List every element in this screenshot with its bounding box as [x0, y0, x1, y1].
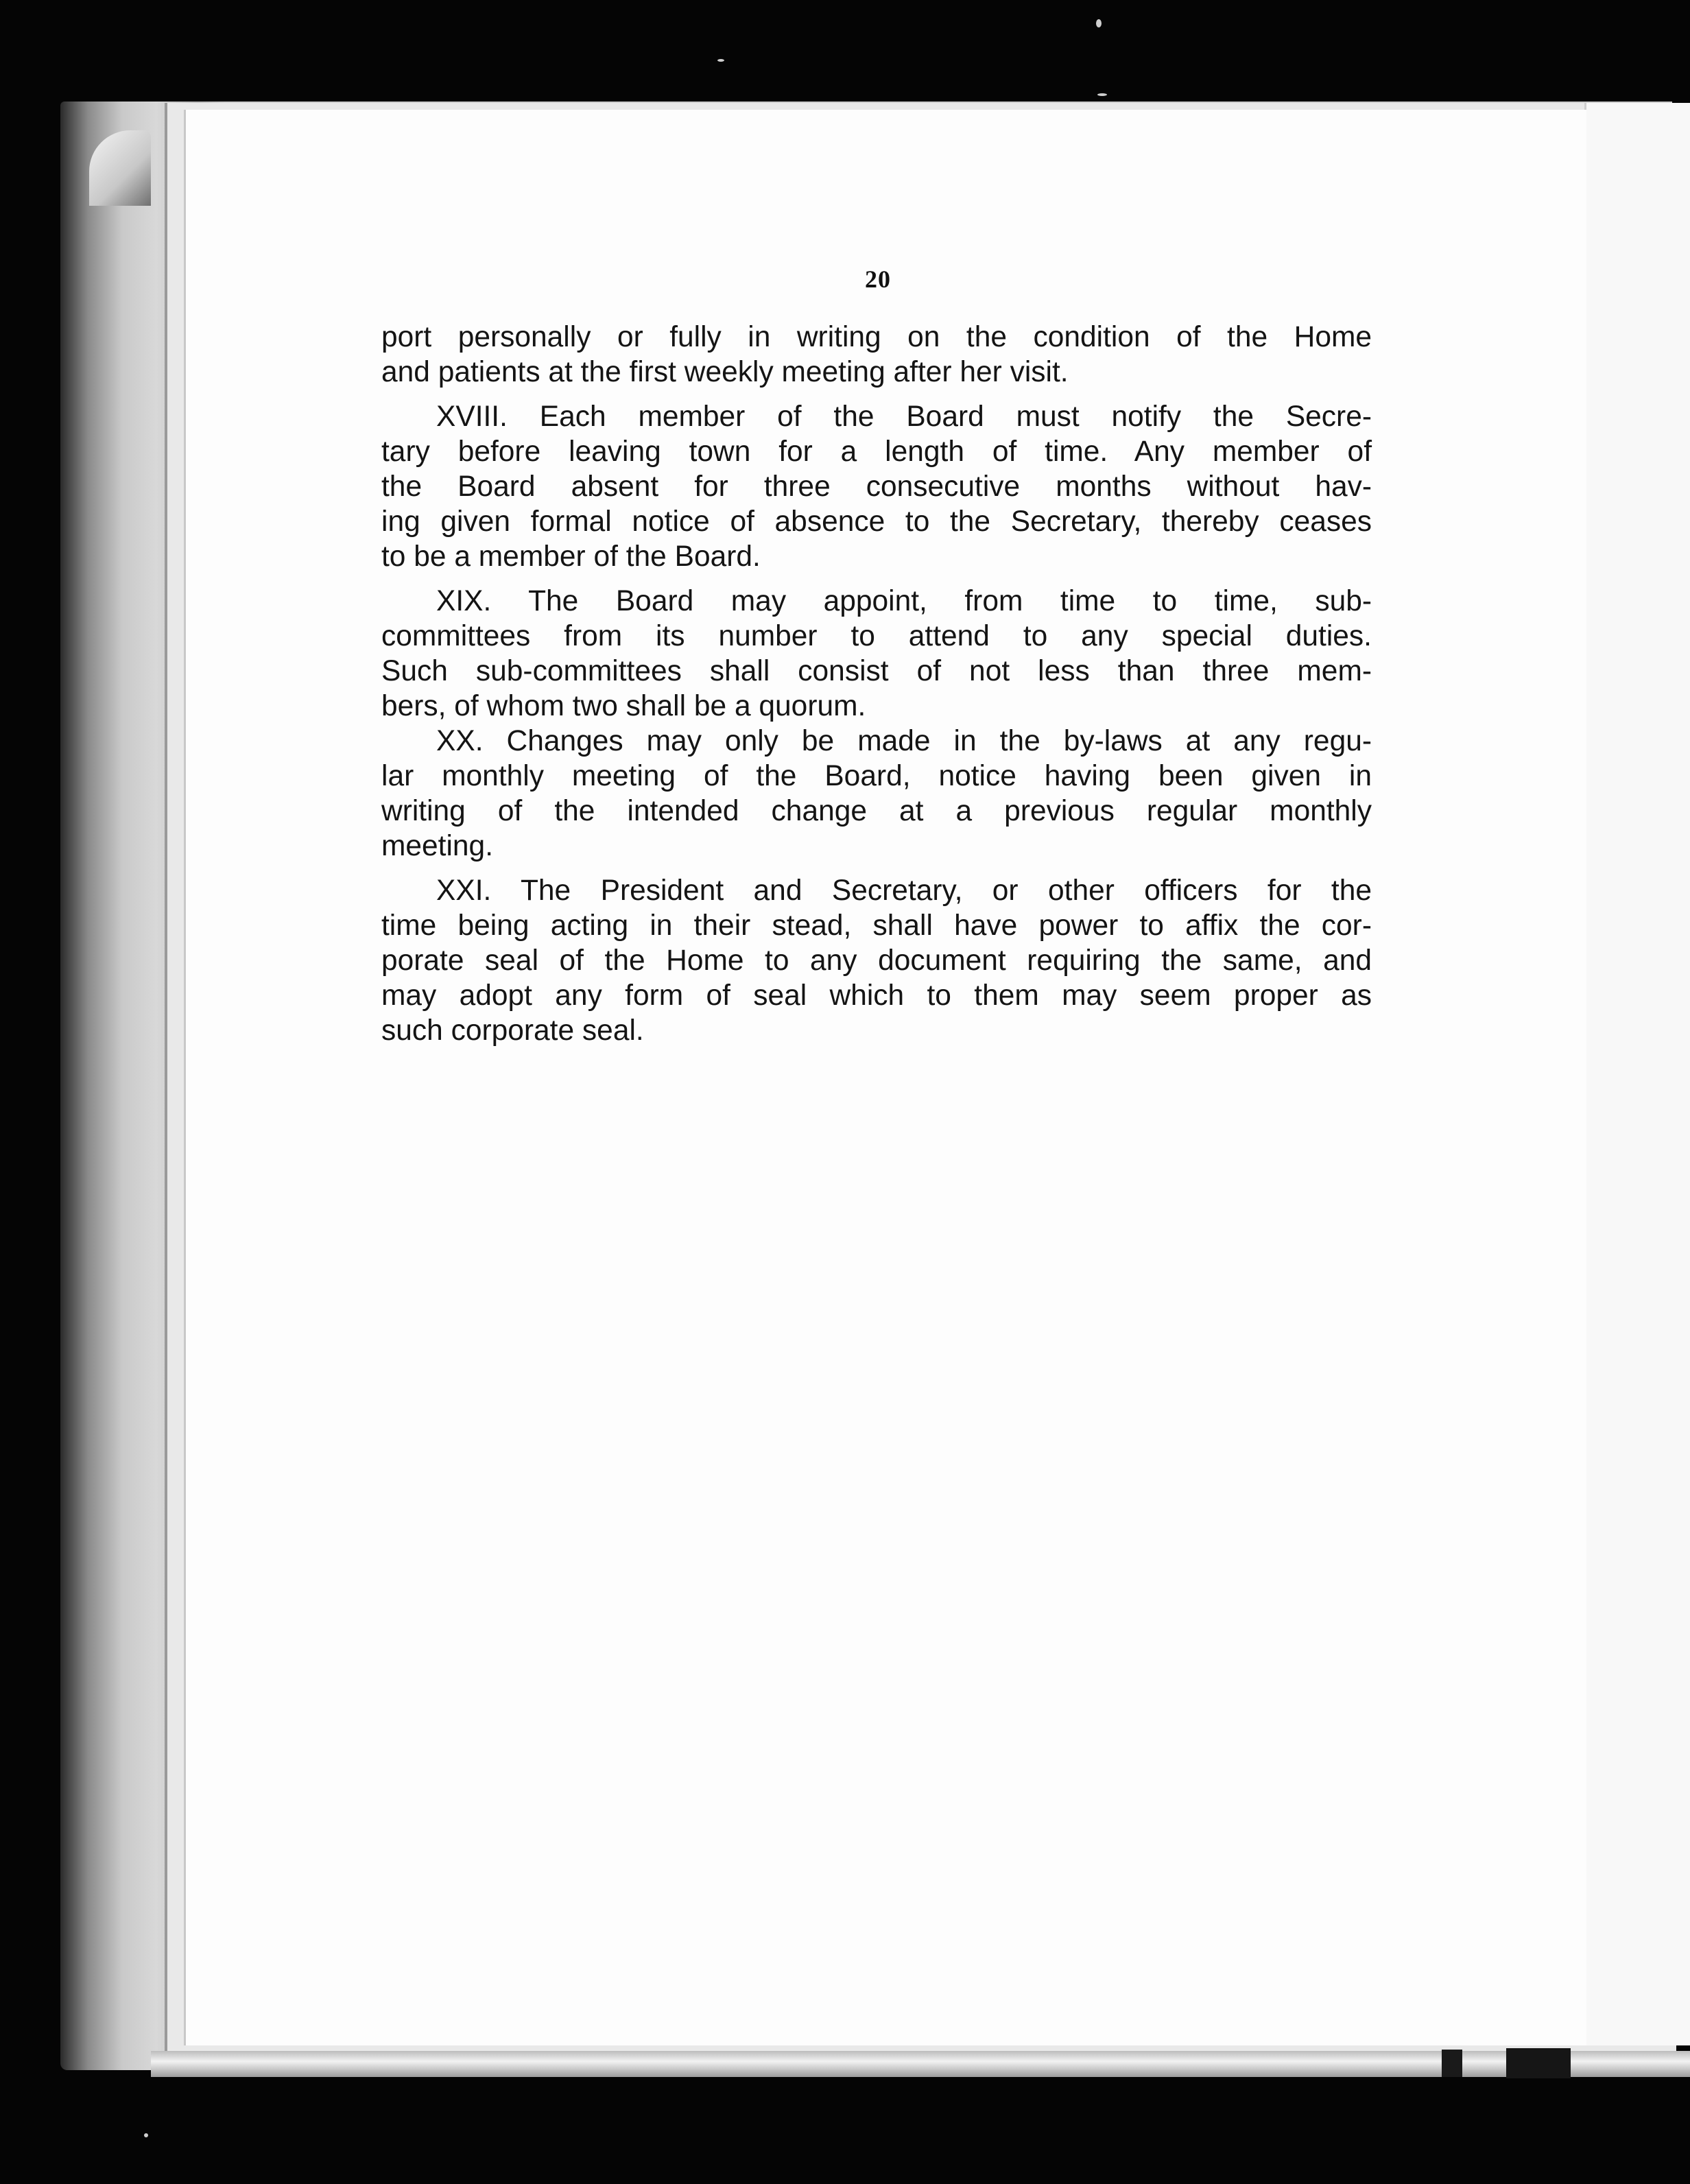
- paragraph-article-xxi: [381, 873, 1372, 1048]
- text-line: ing given formal notice of absence to the Secretary, thereby ceases: [381, 506, 1372, 538]
- dust-speck: [1097, 93, 1107, 96]
- text-line: the Board absent for three consecutive months without hav-: [381, 471, 1372, 503]
- text-line-content: XX. Changes may only be made in the by-laws at any regu-: [436, 725, 1372, 757]
- text-line: lar monthly meeting of the Board, notice having been given in: [381, 760, 1372, 792]
- text-line-content: XVIII. Each member of the Board must notify the Secre-: [436, 401, 1372, 433]
- text-line-content: XXI. The President and Secretary, or other officers for the: [436, 875, 1372, 907]
- text-line: such corporate seal.: [381, 1014, 644, 1047]
- text-line: [381, 584, 1372, 619]
- text-line: and patients at the first weekly meeting after her visit.: [381, 356, 1069, 388]
- binding-shadow: [1442, 2050, 1462, 2077]
- paragraph-continuation: [381, 320, 1372, 390]
- binding-shadow: [1506, 2048, 1571, 2078]
- dust-speck: [144, 2133, 148, 2137]
- text-line: writing of the intended change at a previous regular monthly: [381, 795, 1372, 827]
- paragraph-article-xix: [381, 584, 1372, 724]
- text-line: may adopt any form of seal which to them may seem proper as: [381, 980, 1372, 1012]
- text-line: [381, 724, 1372, 759]
- text-line: meeting.: [381, 830, 494, 862]
- text-line: [381, 399, 1372, 434]
- text-line: port personally or fully in writing on the condition of the Home: [381, 321, 1372, 353]
- page-number: 20: [865, 265, 891, 293]
- facing-page-edge: [1584, 103, 1690, 2045]
- text-line: to be a member of the Board.: [381, 541, 761, 573]
- text-line: committees from its number to attend to any special duties.: [381, 620, 1372, 652]
- text-line: tary before leaving town for a length of time. Any member of: [381, 436, 1372, 468]
- text-line: Such sub-committees shall consist of not less than three mem-: [381, 655, 1372, 687]
- paragraph-article-xviii: [381, 399, 1372, 574]
- dust-speck: [717, 59, 724, 62]
- dust-speck: [1096, 19, 1102, 27]
- paragraph-article-xx: [381, 724, 1372, 864]
- text-line-content: XIX. The Board may appoint, from time to time, sub-: [436, 585, 1372, 617]
- text-line: porate seal of the Home to any document requiring the same, and: [381, 945, 1372, 977]
- text-line: bers, of whom two shall be a quorum.: [381, 690, 866, 722]
- text-line: [381, 873, 1372, 908]
- body-text: [381, 320, 1372, 1048]
- text-line: time being acting in their stead, shall have power to affix the cor-: [381, 910, 1372, 942]
